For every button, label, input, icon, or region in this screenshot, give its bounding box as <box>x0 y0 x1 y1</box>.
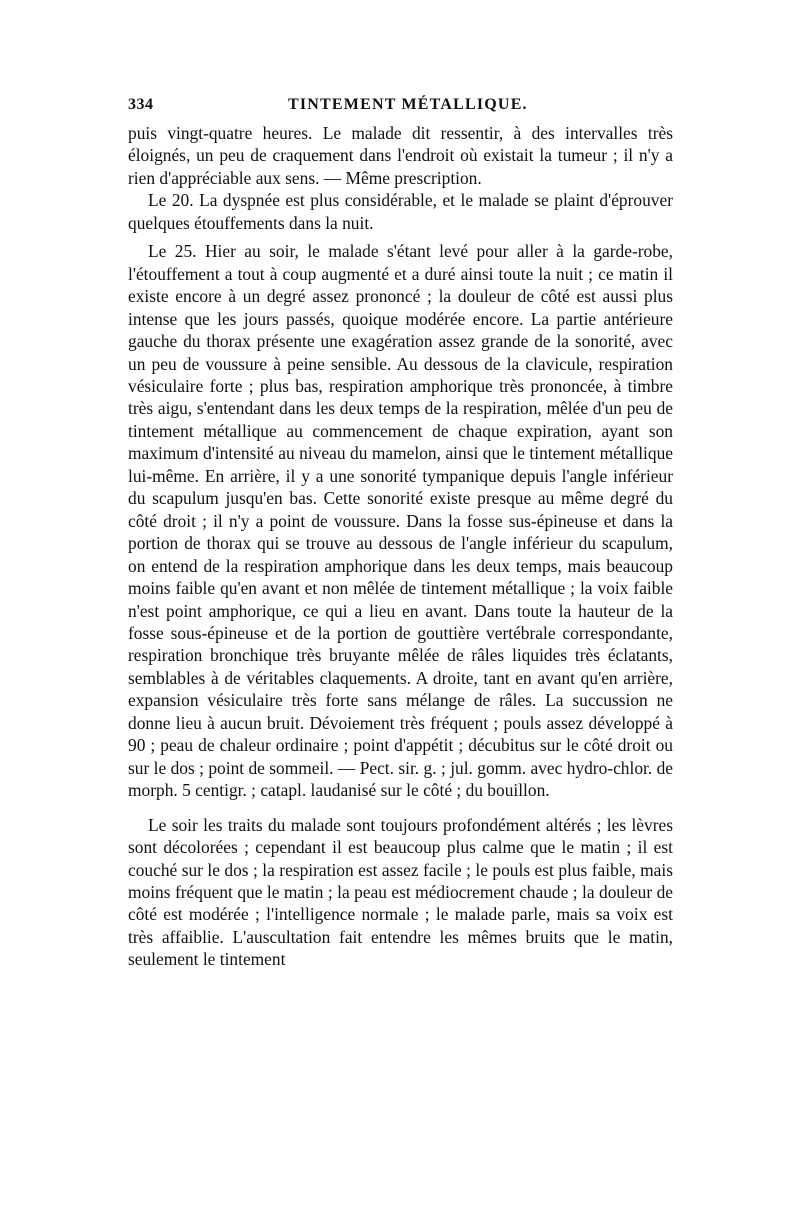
paragraph-le-soir: Le soir les traits du malade sont toujours profondément altérés ; les lèvres sont décolorées ; cependant il est beaucoup plus calme que le matin ; il est couché sur le dos ; la respiration est assez facile ; le pouls est plus faible, mais moins fréquent que le matin ; la peau est médiocrement chaude ; la douleur de côté est modérée ; l'intelligence normale ; le malade parle, mais sa voix est très affaiblie. L'auscultation fait entendre les mêmes bruits que le matin, seulement le tintement <box>128 814 673 970</box>
page-body <box>128 122 673 971</box>
book-page <box>128 96 673 971</box>
paragraph-le-25: Le 25. Hier au soir, le malade s'étant levé pour aller à la garde-robe, l'étouffement a tout à coup augmenté et a duré ainsi toute la nuit ; ce matin il existe encore à un degré assez prononcé ; la douleur de côté est aussi plus intense que les jours passés, quoique modérée encore. La partie antérieure gauche du thorax présente une exagération assez grande de la sonorité, avec un peu de voussure à peine sensible. Au dessous de la clavicule, respiration vésiculaire forte ; plus bas, respiration amphorique très prononcée, à timbre très aigu, s'entendant dans les deux temps de la respiration, mêlée d'un peu de tintement métallique au commencement de chaque expiration, ayant son maximum d'intensité au niveau du mamelon, ainsi que le tintement métallique lui-même. En arrière, il y a une sonorité tympanique depuis l'angle inférieur du scapulum jusqu'en bas. Cette sonorité existe presque au même degré du côté droit ; il n'y a point de voussure. Dans la fosse sus-épineuse et dans la portion de thorax qui se trouve au dessous de l'angle inférieur du scapulum, on entend de la respiration amphorique dans les deux temps, mais beaucoup moins faible qu'en avant et non mêlée de tintement métallique ; la voix faible n'est point amphorique, ce qui a lieu en avant. Dans toute la hauteur de la fosse sous-épineuse et de la portion de gouttière vertébrale correspondante, respiration bronchique très bruyante mêlée de râles liquides très éclatants, semblables à de véritables claquements. A droite, tant en avant qu'en arrière, expansion vésiculaire très forte sans mélange de râles. La succussion ne donne lieu à aucun bruit. Dévoiement très fréquent ; pouls assez développé à 90 ; peau de chaleur ordinaire ; point d'appétit ; décubitus sur le côté droit ou sur le dos ; point de sommeil. — Pect. sir. g. ; jul. gomm. avec hydro-chlor. de morph. 5 centigr. ; catapl. laudanisé sur le côté ; du bouillon. <box>128 241 673 801</box>
page-header <box>128 96 673 122</box>
paragraph-le-20: Le 20. La dyspnée est plus considérable, et le malade se plaint d'éprouver quelques étouffements dans la nuit. <box>128 190 673 233</box>
running-title: TINTEMENT MÉTALLIQUE. <box>288 96 528 113</box>
page-number: 334 <box>128 96 154 113</box>
paragraph-continuation: puis vingt-quatre heures. Le malade dit ressentir, à des intervalles très éloignés, un peu de craquement dans l'endroit où existait la tumeur ; il n'y a rien d'appréciable aux sens. — Même prescription. <box>128 123 673 188</box>
